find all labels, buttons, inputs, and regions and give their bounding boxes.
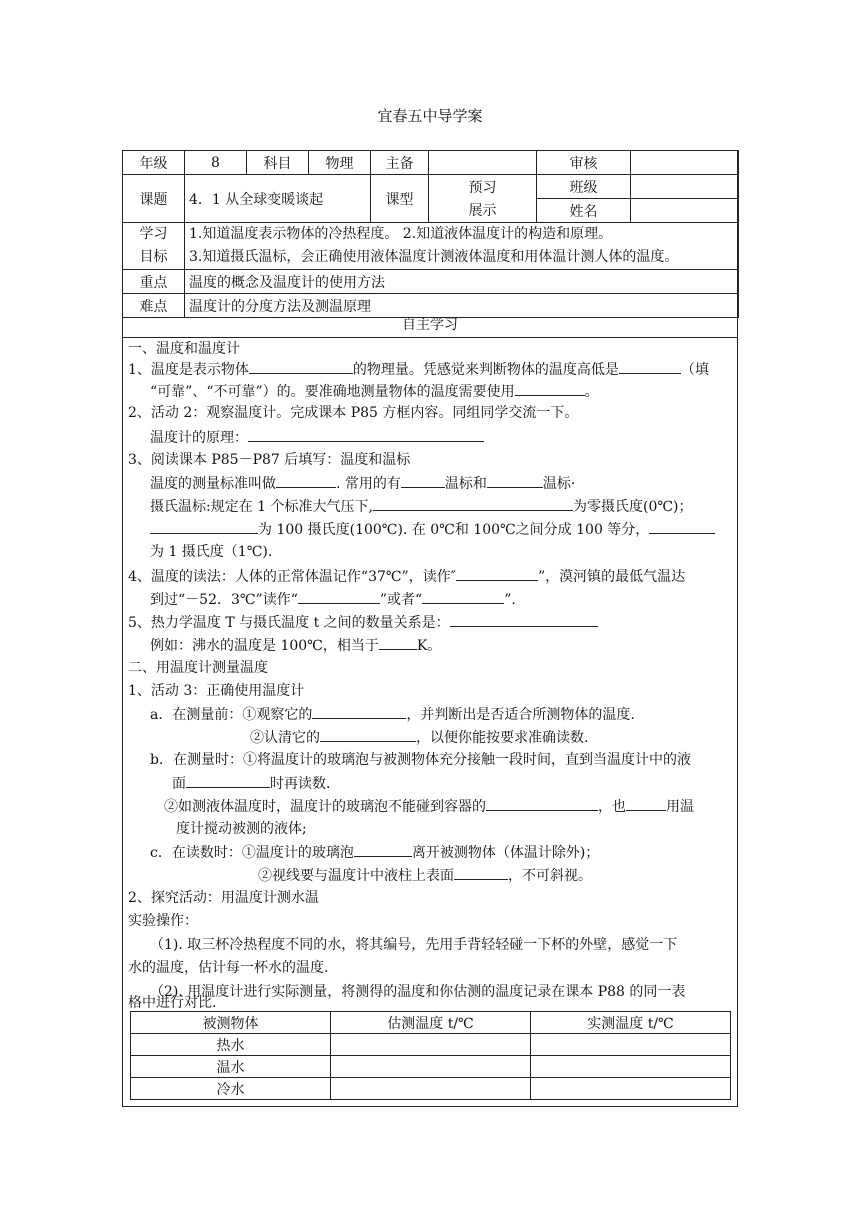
question-5-line-1 bbox=[128, 612, 598, 633]
activity-3-b-1: b．在测量时：①将温度计的玻璃泡与被测物体充分接触一段时间，直到当温度计中的液 bbox=[150, 752, 691, 768]
blank[interactable] bbox=[354, 842, 412, 857]
text: ”或者“ bbox=[379, 592, 423, 608]
table-row-label: 冷水 bbox=[131, 1078, 331, 1100]
section-2-heading: 二、用温度计测量温度 bbox=[128, 660, 268, 676]
type-label: 课型 bbox=[371, 175, 429, 223]
table-row-label: 热水 bbox=[131, 1034, 331, 1056]
table-cell[interactable] bbox=[331, 1078, 531, 1100]
text: ②如测液体温度时，温度计的玻璃泡不能碰到容器的 bbox=[164, 799, 486, 815]
class-label: 班级 bbox=[537, 175, 631, 199]
text: ，不可斜视。 bbox=[508, 868, 592, 884]
text: 面 bbox=[172, 776, 186, 792]
table-cell[interactable] bbox=[531, 1078, 731, 1100]
table-header: 被测物体 bbox=[131, 1012, 331, 1034]
blank[interactable] bbox=[486, 796, 598, 811]
text: 为 100 摄氏度(100℃). 在 0℃和 100℃之间分成 100 等分， bbox=[258, 522, 650, 538]
section-1-heading: 一、温度和温度计 bbox=[128, 341, 240, 357]
question-4-line-2 bbox=[150, 589, 516, 610]
activity-3-b-2 bbox=[172, 773, 330, 794]
blank[interactable] bbox=[186, 773, 270, 788]
activity-3-a-2 bbox=[250, 727, 588, 748]
blank[interactable] bbox=[487, 473, 543, 488]
text: 的物理量。凭感觉来判断物体的温度高低是 bbox=[352, 362, 619, 378]
text: 离开被测物体（体温计除外)； bbox=[411, 845, 600, 861]
grade-value: 8 bbox=[185, 151, 247, 175]
table-cell[interactable] bbox=[331, 1056, 531, 1078]
goals-label-2: 目标 bbox=[139, 249, 168, 265]
question-2-principle bbox=[150, 427, 484, 448]
text: 温度的测量标准叫做 bbox=[150, 476, 276, 492]
question-4-line-1 bbox=[128, 566, 685, 587]
text: 1、温度是表示物体 bbox=[128, 362, 249, 378]
step-1-line-1: （1). 取三杯冷热程度不同的水，将其编号，先用手背轻轻碰一下杯的外壁，感觉一下 bbox=[150, 937, 678, 953]
text: 例如：沸水的温度是 100℃，相当于 bbox=[150, 638, 379, 654]
blank[interactable] bbox=[320, 727, 416, 742]
text: 温标和 bbox=[444, 476, 487, 492]
text: c．在读数时：①温度计的玻璃泡 bbox=[150, 845, 354, 861]
text: ，以便你能按要求准确读数. bbox=[416, 730, 589, 746]
blank[interactable] bbox=[422, 589, 504, 604]
blank[interactable] bbox=[373, 496, 573, 511]
table-cell[interactable] bbox=[531, 1034, 731, 1056]
blank[interactable] bbox=[248, 427, 484, 442]
blank[interactable] bbox=[619, 359, 681, 374]
blank[interactable] bbox=[276, 473, 336, 488]
text: 到过“－52．3℃”读作“ bbox=[150, 592, 298, 608]
table-header: 估测温度 t/℃ bbox=[331, 1012, 531, 1034]
text: K。 bbox=[416, 638, 442, 654]
activity-3-c-1 bbox=[150, 842, 599, 863]
question-1-line-2 bbox=[150, 381, 599, 402]
goals-label-1: 学习 bbox=[139, 226, 168, 242]
difficulty-value: 温度计的分度方法及测温原理 bbox=[185, 294, 739, 318]
key-value: 温度的概念及温度计的使用方法 bbox=[185, 270, 739, 294]
activity-3-a-1 bbox=[150, 704, 635, 725]
blank[interactable] bbox=[515, 381, 585, 396]
blank[interactable] bbox=[649, 519, 715, 534]
question-3-line-1 bbox=[150, 473, 575, 494]
type-value-display: 展示 bbox=[429, 199, 537, 223]
lead-value[interactable] bbox=[429, 151, 537, 175]
review-label: 审核 bbox=[537, 151, 631, 175]
text: 为零摄氏度(0℃)； bbox=[572, 499, 693, 515]
text: ②认清它的 bbox=[250, 730, 320, 746]
question-3-line-4: 为 1 摄氏度（1℃). bbox=[150, 544, 273, 560]
blank[interactable] bbox=[150, 519, 258, 534]
question-5-line-2 bbox=[150, 635, 441, 656]
blank[interactable] bbox=[312, 704, 406, 719]
blank[interactable] bbox=[249, 359, 353, 374]
blank[interactable] bbox=[298, 589, 380, 604]
page-title: 宜春五中导学案 bbox=[377, 107, 483, 125]
question-2: 2、活动 2：观察温度计。完成课本 P85 方框内容。同组同学交流一下。 bbox=[128, 405, 579, 421]
goal-line-2: 3.知道摄氏温标，会正确使用液体温度计测液体温度和用体温计测人体的温度。 bbox=[189, 249, 679, 265]
subject-label: 科目 bbox=[247, 151, 309, 175]
question-1-line-1 bbox=[128, 359, 709, 380]
goals-content bbox=[185, 223, 739, 270]
table-header: 实测温度 t/℃ bbox=[531, 1012, 731, 1034]
text: 。 bbox=[584, 384, 599, 400]
difficulty-label: 难点 bbox=[123, 294, 185, 318]
experiment-label: 实验操作： bbox=[128, 913, 198, 929]
key-label: 重点 bbox=[123, 270, 185, 294]
question-3: 3、阅读课本 P85－P87 后填写：温度和温标 bbox=[128, 452, 411, 468]
header-table bbox=[122, 150, 739, 318]
activity-3-c-2 bbox=[258, 865, 592, 886]
lead-label: 主备 bbox=[371, 151, 429, 175]
text: 用温 bbox=[666, 799, 694, 815]
class-value[interactable] bbox=[631, 175, 739, 199]
text: ”. bbox=[504, 592, 516, 608]
name-label: 姓名 bbox=[537, 199, 631, 223]
explore-activity: 2、探究活动：用温度计测水温 bbox=[128, 890, 319, 906]
question-3-line-2 bbox=[150, 496, 692, 517]
goals-label bbox=[123, 223, 185, 270]
grade-label: 年级 bbox=[123, 151, 185, 175]
table-row-label: 温水 bbox=[131, 1056, 331, 1078]
activity-3-b-3 bbox=[164, 796, 694, 817]
blank[interactable] bbox=[450, 612, 598, 627]
text: 温标· bbox=[542, 476, 576, 492]
text: ”，漠河镇的最低气温达 bbox=[537, 569, 686, 585]
text: ，并判断出是否适合所测物体的温度. bbox=[406, 707, 635, 723]
topic-value: 4．1 从全球变暖谈起 bbox=[185, 175, 371, 223]
text: “可靠”、“不可靠”）的。要准确地测量物体的温度需要使用 bbox=[150, 384, 515, 400]
text: 4、温度的读法：人体的正常体温记作“37℃”，读作″ bbox=[128, 569, 456, 585]
text: a．在测量前：①观察它的 bbox=[150, 707, 313, 723]
activity-3-b-4: 度计搅动被测的液体; bbox=[176, 821, 307, 837]
step-1-line-2: 水的温度，估计每一杯水的温度. bbox=[128, 960, 329, 976]
text: （填 bbox=[680, 362, 709, 378]
blank[interactable] bbox=[626, 796, 666, 811]
text: 5、热力学温度 T 与摄氏温度 t 之间的数量关系是： bbox=[128, 615, 450, 631]
step-2-line-2: 格中进行对比. bbox=[128, 995, 217, 1011]
text: . 常用的有 bbox=[336, 476, 401, 492]
blank[interactable] bbox=[456, 566, 538, 581]
activity-3: 1、活动 3：正确使用温度计 bbox=[128, 683, 305, 699]
text: 时再读数. bbox=[270, 776, 331, 792]
blank[interactable] bbox=[454, 865, 508, 880]
question-3-line-3 bbox=[150, 519, 715, 540]
topic-label: 课题 bbox=[123, 175, 185, 223]
text: 温度计的原理： bbox=[150, 430, 248, 446]
name-value[interactable] bbox=[631, 199, 739, 223]
goal-line-1: 1.知道温度表示物体的冷热程度。 2.知道液体温度计的构造和原理。 bbox=[189, 226, 613, 242]
text: 摄氏温标:规定在 1 个标准大气压下, bbox=[150, 499, 373, 515]
text: ，也 bbox=[598, 799, 626, 815]
table-cell[interactable] bbox=[331, 1034, 531, 1056]
type-value-preview: 预习 bbox=[429, 175, 537, 199]
text: ②视线要与温度计中液柱上表面 bbox=[258, 868, 454, 884]
subject-value: 物理 bbox=[309, 151, 371, 175]
review-value[interactable] bbox=[631, 151, 739, 175]
blank[interactable] bbox=[379, 635, 417, 650]
table-cell[interactable] bbox=[531, 1056, 731, 1078]
measurement-table bbox=[130, 1011, 731, 1100]
section-title: 自主学习 bbox=[122, 313, 738, 338]
step-2-line-1: （2). 用温度计进行实际测量，将测得的温度和你估测的温度记录在课本 P88 的同一表 bbox=[150, 984, 686, 1000]
blank[interactable] bbox=[401, 473, 445, 488]
